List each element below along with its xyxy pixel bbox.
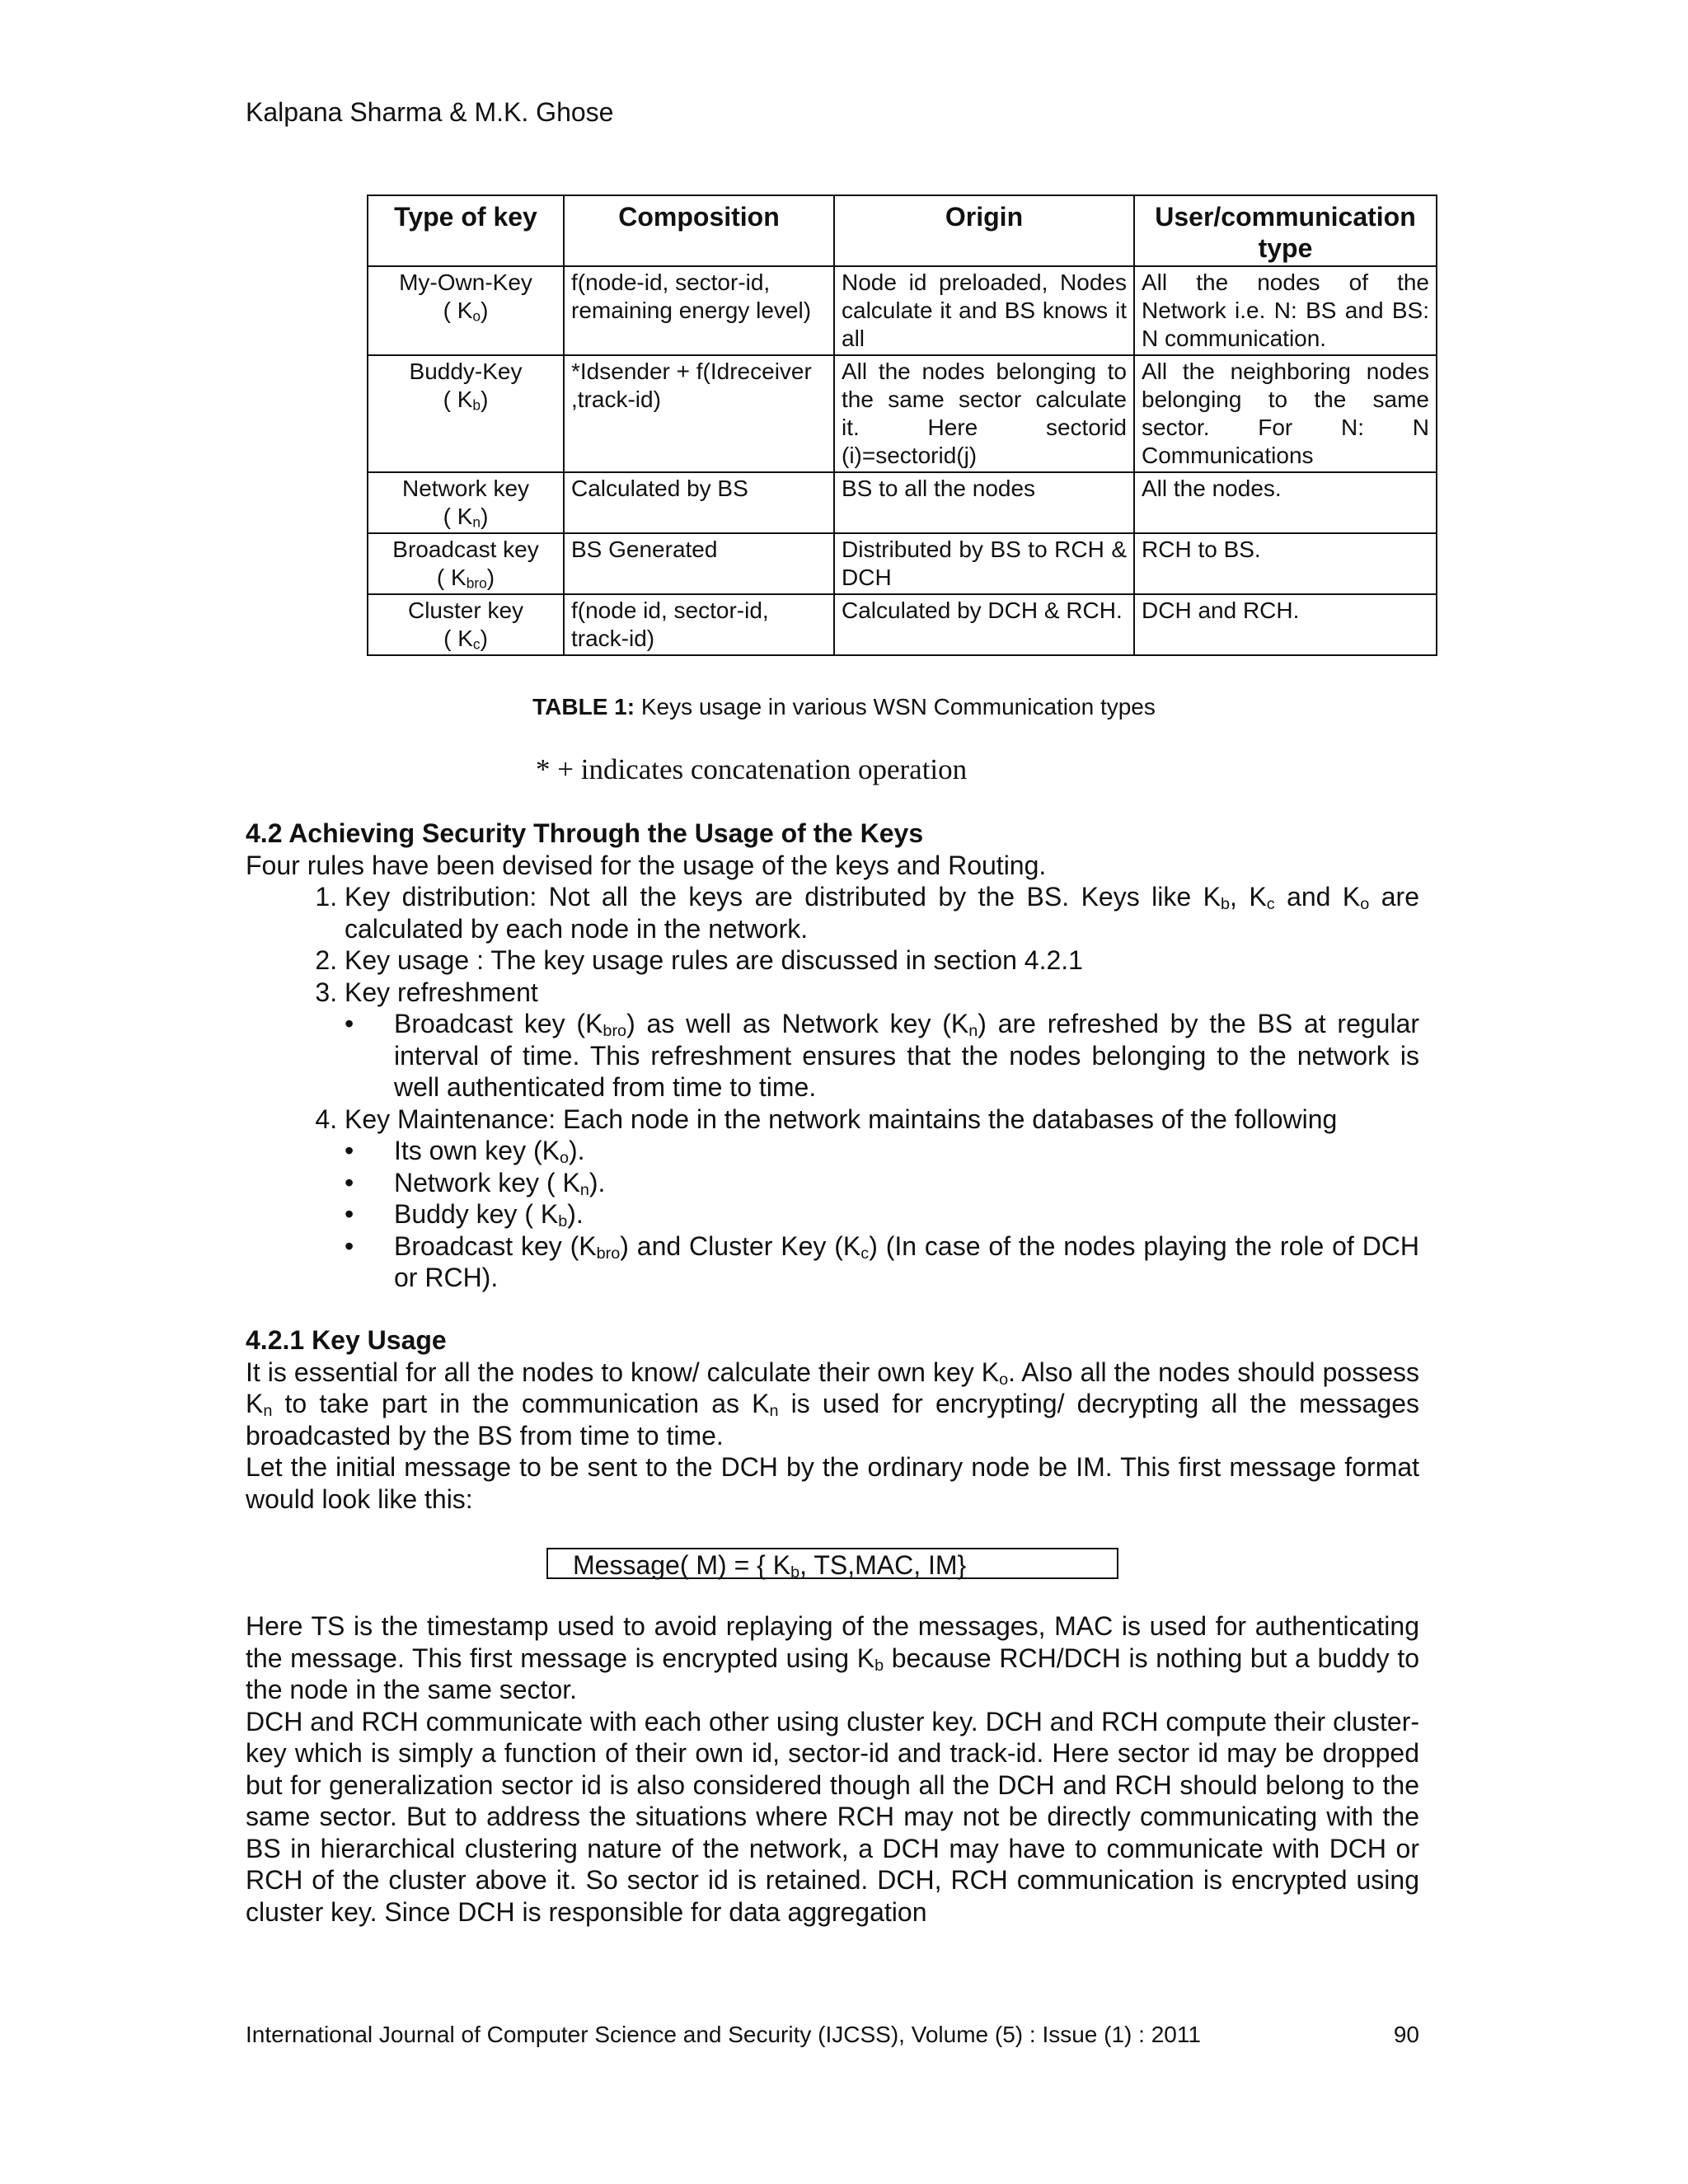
- section-4-2-1-cont: [246, 1610, 1419, 1928]
- col-header-composition: Composition: [564, 195, 834, 266]
- cell-user: All the nodes of the Network i.e. N: BS and BS: N communication.: [1134, 266, 1437, 355]
- cell-origin: Calculated by DCH & RCH.: [834, 594, 1134, 655]
- concatenation-note: * + indicates concatenation operation: [536, 753, 968, 785]
- col-header-origin: Origin: [834, 195, 1134, 266]
- cell-type: Buddy-Key ( $K_b$): [368, 355, 564, 472]
- paragraph: Let the initial message to be sent to the DCH by the ordinary node be IM. This first message format would look like this:: [246, 1452, 1419, 1514]
- cell-type: Cluster key ( $K_c$): [368, 594, 564, 655]
- col-header-user: User/communication type: [1134, 195, 1437, 266]
- cell-origin: All the nodes belonging to the same sector calculate it. Here sectorid (i)=sectorid(j): [834, 355, 1134, 472]
- cell-type: My-Own-Key ( $K_o$): [368, 266, 564, 355]
- list-item: 2. Key usage : The key usage rules are discussed in section 4.2.1: [345, 944, 1419, 977]
- list-item: 3. Key refreshment • Broadcast key $(K_{bro})$ as well as Network key $(K_n)$ are refreshed by the BS at regular interval of time. This refreshment ensures that the nodes belonging to the network is well authenticated from time to time.: [345, 977, 1419, 1104]
- table-header-row: [368, 195, 1437, 266]
- rules-list: [246, 881, 1419, 1294]
- cell-user: All the nodes.: [1134, 472, 1437, 533]
- message-format-box: Message( M) = { $K_b$, TS,MAC, IM}: [546, 1548, 1118, 1579]
- cell-user: All the neighboring nodes belonging to the same sector. For N: N Communications: [1134, 355, 1437, 472]
- section-4-2-1: [246, 1324, 1419, 1515]
- journal-citation: International Journal of Computer Science and Security (IJCSS), Volume (5) : Issue (1) : 2011: [246, 2022, 1201, 2047]
- bullet-list: [345, 1008, 1419, 1104]
- paragraph: DCH and RCH communicate with each other using cluster key. DCH and RCH compute their cluster-key which is simply a function of their own id, sector-id and track-id. Here sector id may be dropped but for generalization sector id is also considered though all the DCH and RCH should belong to the same sector. But to address the situations where RCH may not be directly communicating with the BS in hierarchical clustering nature of the network, a DCH may have to communicate with DCH or RCH of the cluster above it. So sector id is retained. DCH, RCH communication is encrypted using cluster key. Since DCH is responsible for data aggregation: [246, 1706, 1419, 1927]
- bullet-list: [345, 1135, 1419, 1294]
- cell-user: DCH and RCH.: [1134, 594, 1437, 655]
- list-item: • Network key ( $K_n$).: [394, 1167, 1419, 1199]
- running-footer: [246, 2022, 1419, 2048]
- running-header: Kalpana Sharma & M.K. Ghose: [246, 97, 614, 127]
- list-item: 4. Key Maintenance: Each node in the network maintains the databases of the following • Its own key $(K_o)$. • Network key ( $K_n$). • Buddy key ( $K_b$). • Broadcast key $(K_{bro})$ and Cluster Key $(K_c)$ (In case of the nodes playing the role of DCH or RCH).: [345, 1104, 1419, 1294]
- list-item: • Buddy key ( $K_b$).: [394, 1198, 1419, 1230]
- list-item: • Its own key $(K_o)$.: [394, 1135, 1419, 1167]
- table-row: [368, 472, 1437, 533]
- table-caption: TABLE 1: Keys usage in various WSN Communication types: [532, 694, 1156, 719]
- cell-composition: *Idsender + f(Idreceiver ,track-id): [564, 355, 834, 472]
- table-row: [368, 594, 1437, 655]
- section-heading: 4.2.1 Key Usage: [246, 1325, 447, 1355]
- col-header-type: Type of key: [368, 195, 564, 266]
- table-row: [368, 266, 1437, 355]
- page-number: 90: [1393, 2022, 1419, 2047]
- cell-composition: f(node-id, sector-id, remaining energy level): [564, 266, 834, 355]
- cell-type: Network key ( $K_n$): [368, 472, 564, 533]
- cell-origin: BS to all the nodes: [834, 472, 1134, 533]
- cell-composition: Calculated by BS: [564, 472, 834, 533]
- cell-user: RCH to BS.: [1134, 533, 1437, 594]
- list-item: 1. Key distribution: Not all the keys are distributed by the BS. Keys like $K_b$, $K_c$ and $K_o$ are calculated by each node in the network.: [345, 881, 1419, 944]
- keys-table: [367, 194, 1437, 656]
- table-row: [368, 533, 1437, 594]
- cell-origin: Node id preloaded, Nodes calculate it and BS knows it all: [834, 266, 1134, 355]
- list-item: • Broadcast key $(K_{bro})$ as well as Network key $(K_n)$ are refreshed by the BS at regular interval of time. This refreshment ensures that the nodes belonging to the network is well authenticated from time to time.: [394, 1008, 1419, 1104]
- list-item: • Broadcast key $(K_{bro})$ and Cluster Key $(K_c)$ (In case of the nodes playing the role of DCH or RCH).: [394, 1230, 1419, 1294]
- cell-composition: BS Generated: [564, 533, 834, 594]
- cell-origin: Distributed by BS to RCH & DCH: [834, 533, 1134, 594]
- cell-composition: f(node id, sector-id, track-id): [564, 594, 834, 655]
- section-4-2: [246, 818, 1419, 1294]
- section-heading: 4.2 Achieving Security Through the Usage of the Keys: [246, 818, 924, 848]
- table-row: [368, 355, 1437, 472]
- paragraph: Four rules have been devised for the usage of the keys and Routing.: [246, 850, 1047, 880]
- cell-type: Broadcast key ( $K_{bro}$): [368, 533, 564, 594]
- paragraph: Here TS is the timestamp used to avoid replaying of the messages, MAC is used for authenticating the message. This first message is encrypted using $K_b$ because RCH/DCH is nothing but a buddy to the node in the same sector.: [246, 1611, 1419, 1704]
- paragraph: It is essential for all the nodes to know/ calculate their own key $K_o$. Also all the nodes should possess $K_n$ to take part in the communication as $K_n$ is used for encrypting/ decrypting all the messages broadcasted by the BS from time to time.: [246, 1357, 1420, 1451]
